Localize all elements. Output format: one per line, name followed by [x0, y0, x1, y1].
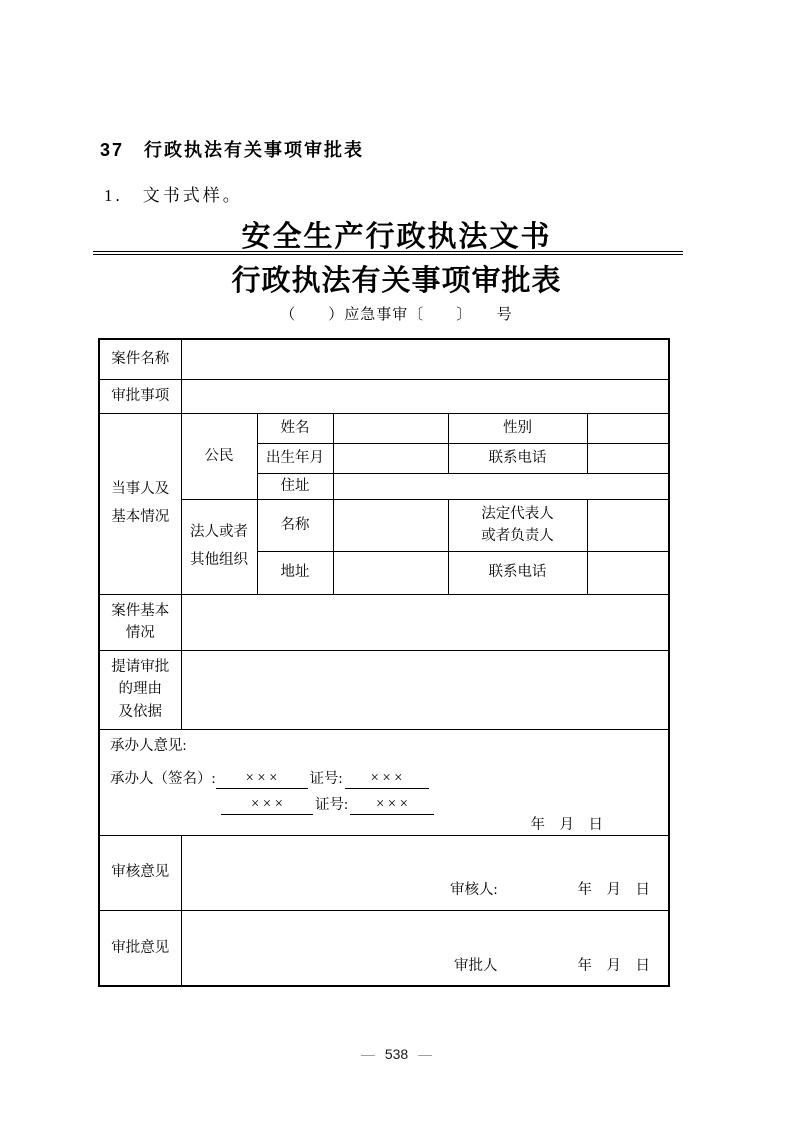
review-footer: [182, 879, 669, 909]
review-opinion-row: [99, 835, 669, 910]
citizen-name-row: [99, 413, 669, 443]
doc-main-title: 行政执法有关事项审批表: [231, 265, 562, 297]
party-basic-label: 当事人及 基本情况: [99, 413, 181, 594]
case-basic-value: [181, 594, 669, 650]
handler-date-placeholder: 年 月 日: [530, 816, 604, 833]
reviewer-label: 审核人:: [449, 882, 498, 899]
approval-opinion-row: [99, 910, 669, 986]
approval-matter-label: 审批事项: [99, 379, 181, 413]
approver-label: 审批人: [454, 957, 498, 974]
handler-opinion-label: 承办人意见:: [110, 737, 187, 754]
subsection-label: 1. 文书式样。: [104, 186, 243, 205]
handler-signature-line-2: × × ×: [221, 794, 313, 815]
doc-header-title: 安全生产行政执法文书: [241, 221, 552, 253]
review-opinion-label: 审核意见: [99, 835, 181, 910]
request-reason-row: [99, 650, 669, 729]
approval-footer: [182, 955, 669, 985]
handler-opinion-row: [99, 729, 669, 835]
approval-opinion-label: 审批意见: [99, 910, 181, 986]
org-address-label: 地址: [257, 551, 333, 594]
case-name-row: [99, 339, 669, 379]
org-address-value: [333, 551, 448, 594]
citizen-phone-value: [587, 443, 669, 473]
gender-label: 性别: [448, 413, 587, 443]
birth-label: 出生年月: [257, 443, 333, 473]
birth-value: [333, 443, 448, 473]
double-rule-divider: [93, 251, 683, 255]
approval-date-placeholder: 年 月 日: [577, 957, 651, 974]
approval-matter-value: [181, 379, 669, 413]
legal-rep-value: [587, 499, 669, 551]
citizen-name-value: [333, 413, 448, 443]
case-name-label: 案件名称: [99, 339, 181, 379]
citizen-label: 公民: [181, 413, 257, 499]
cert-no-line-1: × × ×: [345, 768, 429, 789]
residence-label: 住址: [257, 473, 333, 499]
request-reason-value: [181, 650, 669, 729]
approval-opinion-cell: [181, 910, 669, 986]
org-phone-value: [587, 551, 669, 594]
handler-opinion-cell: [99, 729, 669, 835]
citizen-name-label: 姓名: [257, 413, 333, 443]
org-name-label: 名称: [257, 499, 333, 551]
section-heading: 37 行政执法有关事项审批表: [100, 140, 365, 160]
handler-sign-row-1: [110, 768, 658, 789]
org-phone-label: 联系电话: [448, 551, 587, 594]
handler-sign-row-2: [221, 794, 658, 815]
org-name-row: [99, 499, 669, 551]
handler-signature-line-1: × × ×: [216, 768, 308, 789]
footer-dash-right: —: [418, 1046, 433, 1062]
residence-value: [333, 473, 669, 499]
review-opinion-cell: [181, 835, 669, 910]
handler-sign-label: 承办人（签名）:: [110, 770, 216, 787]
legal-rep-label: 法定代表人 或者负责人: [448, 499, 587, 551]
review-date-placeholder: 年 月 日: [577, 882, 651, 899]
case-basic-label: 案件基本 情况: [99, 594, 181, 650]
cert-no-label-1: 证号:: [309, 770, 343, 787]
case-name-value: [181, 339, 669, 379]
footer-page-number: 538: [384, 1046, 409, 1062]
approval-form-table: [98, 338, 670, 987]
citizen-phone-label: 联系电话: [448, 443, 587, 473]
case-basic-row: [99, 594, 669, 650]
org-name-value: [333, 499, 448, 551]
cert-no-label-2: 证号:: [315, 796, 349, 813]
legal-person-label: 法人或者 其他组织: [181, 499, 257, 594]
gender-value: [587, 413, 669, 443]
page-number-footer: [0, 1046, 793, 1062]
request-reason-label: 提请审批 的理由 及依据: [99, 650, 181, 729]
footer-dash-left: —: [360, 1046, 375, 1062]
approval-matter-row: [99, 379, 669, 413]
cert-no-line-2: × × ×: [350, 794, 434, 815]
doc-number-line: （ ）应急事审〔 〕 号: [280, 307, 513, 323]
